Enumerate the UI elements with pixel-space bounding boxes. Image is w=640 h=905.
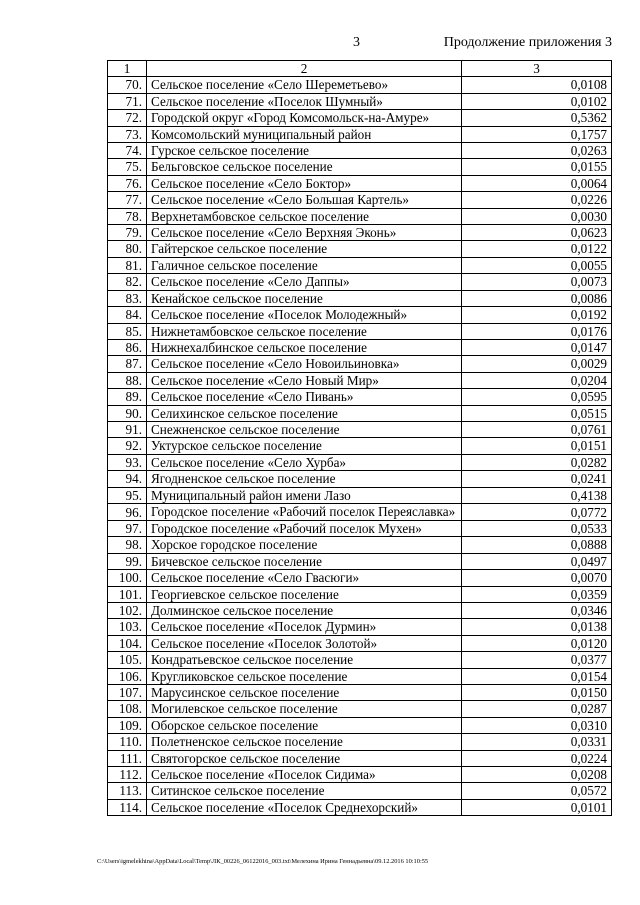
row-name: Марусинское сельское поселение (147, 685, 462, 701)
table-row (108, 635, 612, 651)
row-number: 87. (108, 356, 147, 372)
row-number: 108. (108, 701, 147, 717)
table-row (108, 570, 612, 586)
row-name: Сельское поселение «Село Гвасюги» (147, 570, 462, 586)
row-number: 112. (108, 767, 147, 783)
row-name: Городское поселение «Рабочий поселок Мухен» (147, 520, 462, 536)
row-number: 94. (108, 471, 147, 487)
table-row (108, 159, 612, 175)
row-value: 0,0192 (462, 307, 612, 323)
row-number: 83. (108, 290, 147, 306)
row-value: 0,0204 (462, 372, 612, 388)
table-row (108, 241, 612, 257)
row-value: 0,0331 (462, 734, 612, 750)
table-row (108, 652, 612, 668)
row-value: 0,0623 (462, 225, 612, 241)
row-name: Долминское сельское поселение (147, 603, 462, 619)
table-row (108, 799, 612, 815)
table-row (108, 110, 612, 126)
row-number: 82. (108, 274, 147, 290)
column-header-value: 3 (462, 61, 612, 77)
row-value: 0,0138 (462, 619, 612, 635)
table-row (108, 421, 612, 437)
row-number: 73. (108, 126, 147, 142)
row-value: 0,0073 (462, 274, 612, 290)
row-name: Сельское поселение «Поселок Молодежный» (147, 307, 462, 323)
row-number: 76. (108, 175, 147, 191)
row-value: 0,0346 (462, 603, 612, 619)
row-name: Гайтерское сельское поселение (147, 241, 462, 257)
file-path-footer: C:\Users\igmelekhina\AppData\Local\Temp\ЛК_00226_06122016_003.txt\Мелехина Ирина Геннадьевна\09.12.2016 10:10:55 (97, 858, 429, 865)
row-value: 0,1757 (462, 126, 612, 142)
column-header-number: 1 (108, 61, 147, 77)
row-name: Сельское поселение «Село Новоильиновка» (147, 356, 462, 372)
row-name: Нижнехалбинское сельское поселение (147, 339, 462, 355)
table-row (108, 405, 612, 421)
row-name: Оборское сельское поселение (147, 717, 462, 733)
row-value: 0,0287 (462, 701, 612, 717)
row-value: 0,0029 (462, 356, 612, 372)
table-row (108, 454, 612, 470)
row-name: Сельское поселение «Поселок Шумный» (147, 93, 462, 109)
row-number: 100. (108, 570, 147, 586)
table-row (108, 586, 612, 602)
row-number: 77. (108, 192, 147, 208)
row-name: Бичевское сельское поселение (147, 553, 462, 569)
row-name: Хорское городское поселение (147, 537, 462, 553)
row-number: 113. (108, 783, 147, 799)
table-row (108, 339, 612, 355)
row-number: 99. (108, 553, 147, 569)
row-number: 86. (108, 339, 147, 355)
row-value: 0,0120 (462, 635, 612, 651)
row-value: 0,0572 (462, 783, 612, 799)
row-name: Святогорское сельское поселение (147, 750, 462, 766)
row-number: 93. (108, 454, 147, 470)
table-row (108, 734, 612, 750)
row-name: Уктурское сельское поселение (147, 438, 462, 454)
row-number: 74. (108, 143, 147, 159)
row-value: 0,0151 (462, 438, 612, 454)
row-value: 0,0282 (462, 454, 612, 470)
row-value: 0,5362 (462, 110, 612, 126)
row-number: 72. (108, 110, 147, 126)
row-name: Ситинское сельское поселение (147, 783, 462, 799)
table-row (108, 520, 612, 536)
row-name: Галичное сельское поселение (147, 257, 462, 273)
table-row (108, 257, 612, 273)
row-name: Городское поселение «Рабочий поселок Переяславка» (147, 503, 462, 520)
row-value: 0,0761 (462, 421, 612, 437)
row-name: Сельское поселение «Село Боктор» (147, 175, 462, 191)
row-name: Комсомольский муниципальный район (147, 126, 462, 142)
row-value: 0,0377 (462, 652, 612, 668)
row-name: Сельское поселение «Село Верхняя Эконь» (147, 225, 462, 241)
row-number: 95. (108, 487, 147, 503)
row-name: Сельское поселение «Село Большая Картель» (147, 192, 462, 208)
row-number: 111. (108, 750, 147, 766)
table-row (108, 750, 612, 766)
appendix-label: Продолжение приложения 3 (443, 35, 612, 50)
row-number: 92. (108, 438, 147, 454)
row-value: 0,4138 (462, 487, 612, 503)
row-number: 85. (108, 323, 147, 339)
row-value: 0,0070 (462, 570, 612, 586)
row-value: 0,0055 (462, 257, 612, 273)
table-row (108, 323, 612, 339)
row-name: Городской округ «Город Комсомольск-на-Амуре» (147, 110, 462, 126)
row-number: 105. (108, 652, 147, 668)
row-number: 79. (108, 225, 147, 241)
table-row (108, 389, 612, 405)
row-number: 110. (108, 734, 147, 750)
row-value: 0,0515 (462, 405, 612, 421)
table-row (108, 192, 612, 208)
row-value: 0,0147 (462, 339, 612, 355)
row-name: Ягодненское сельское поселение (147, 471, 462, 487)
table-row (108, 290, 612, 306)
row-number: 75. (108, 159, 147, 175)
row-value: 0,0310 (462, 717, 612, 733)
row-number: 91. (108, 421, 147, 437)
table-row (108, 701, 612, 717)
row-value: 0,0030 (462, 208, 612, 224)
table-row (108, 783, 612, 799)
table-row (108, 717, 612, 733)
row-number: 107. (108, 685, 147, 701)
row-value: 0,0064 (462, 175, 612, 191)
row-value: 0,0108 (462, 77, 612, 93)
row-name: Кенайское сельское поселение (147, 290, 462, 306)
column-header-name: 2 (147, 61, 462, 77)
row-name: Селихинское сельское поселение (147, 405, 462, 421)
row-number: 71. (108, 93, 147, 109)
row-number: 97. (108, 520, 147, 536)
row-name: Сельское поселение «Село Пивань» (147, 389, 462, 405)
table-row (108, 438, 612, 454)
row-name: Сельское поселение «Село Новый Мир» (147, 372, 462, 388)
row-value: 0,0533 (462, 520, 612, 536)
row-name: Сельское поселение «Поселок Золотой» (147, 635, 462, 651)
row-name: Кругликовское сельское поселение (147, 668, 462, 684)
table-row (108, 537, 612, 553)
table-row (108, 619, 612, 635)
row-name: Могилевское сельское поселение (147, 701, 462, 717)
row-number: 109. (108, 717, 147, 733)
row-name: Бельговское сельское поселение (147, 159, 462, 175)
row-value: 0,0102 (462, 93, 612, 109)
row-name: Муниципальный район имени Лазо (147, 487, 462, 503)
row-value: 0,0224 (462, 750, 612, 766)
row-number: 102. (108, 603, 147, 619)
row-value: 0,0086 (462, 290, 612, 306)
row-value: 0,0263 (462, 143, 612, 159)
table-row (108, 372, 612, 388)
table-row (108, 175, 612, 191)
table-row (108, 126, 612, 142)
table-row (108, 487, 612, 503)
row-value: 0,0176 (462, 323, 612, 339)
row-name: Сельское поселение «Поселок Среднехорский» (147, 799, 462, 815)
row-value: 0,0359 (462, 586, 612, 602)
page-number: 3 (353, 35, 360, 50)
table-row (108, 208, 612, 224)
row-name: Сельское поселение «Село Шереметьево» (147, 77, 462, 93)
table-row (108, 143, 612, 159)
row-value: 0,0101 (462, 799, 612, 815)
row-name: Георгиевское сельское поселение (147, 586, 462, 602)
row-number: 81. (108, 257, 147, 273)
row-number: 96. (108, 503, 147, 520)
row-value: 0,0122 (462, 241, 612, 257)
row-value: 0,0241 (462, 471, 612, 487)
row-number: 101. (108, 586, 147, 602)
row-name: Гурское сельское поселение (147, 143, 462, 159)
row-value: 0,0226 (462, 192, 612, 208)
row-name: Снежненское сельское поселение (147, 421, 462, 437)
table-row (108, 668, 612, 684)
row-name: Сельское поселение «Село Хурба» (147, 454, 462, 470)
allocation-table (107, 60, 612, 816)
row-number: 78. (108, 208, 147, 224)
row-name: Сельское поселение «Поселок Сидима» (147, 767, 462, 783)
row-number: 114. (108, 799, 147, 815)
row-number: 70. (108, 77, 147, 93)
row-name: Сельское поселение «Поселок Дурмин» (147, 619, 462, 635)
table-row (108, 77, 612, 93)
row-name: Полетненское сельское поселение (147, 734, 462, 750)
table-header-row (108, 61, 612, 77)
row-number: 106. (108, 668, 147, 684)
row-number: 84. (108, 307, 147, 323)
table-row (108, 471, 612, 487)
table-row (108, 274, 612, 290)
row-name: Сельское поселение «Село Даппы» (147, 274, 462, 290)
row-number: 88. (108, 372, 147, 388)
row-name: Нижнетамбовское сельское поселение (147, 323, 462, 339)
table-row (108, 356, 612, 372)
row-number: 90. (108, 405, 147, 421)
row-number: 104. (108, 635, 147, 651)
table-row (108, 603, 612, 619)
row-name: Кондратьевское сельское поселение (147, 652, 462, 668)
row-value: 0,0497 (462, 553, 612, 569)
table-row (108, 503, 612, 520)
table-row (108, 225, 612, 241)
row-value: 0,0155 (462, 159, 612, 175)
row-number: 89. (108, 389, 147, 405)
row-value: 0,0150 (462, 685, 612, 701)
row-value: 0,0888 (462, 537, 612, 553)
table-row (108, 767, 612, 783)
row-value: 0,0772 (462, 503, 612, 520)
row-value: 0,0595 (462, 389, 612, 405)
row-name: Верхнетамбовское сельское поселение (147, 208, 462, 224)
table-row (108, 307, 612, 323)
row-value: 0,0154 (462, 668, 612, 684)
row-value: 0,0208 (462, 767, 612, 783)
row-number: 80. (108, 241, 147, 257)
table-row (108, 685, 612, 701)
table-row (108, 553, 612, 569)
row-number: 103. (108, 619, 147, 635)
row-number: 98. (108, 537, 147, 553)
table-row (108, 93, 612, 109)
